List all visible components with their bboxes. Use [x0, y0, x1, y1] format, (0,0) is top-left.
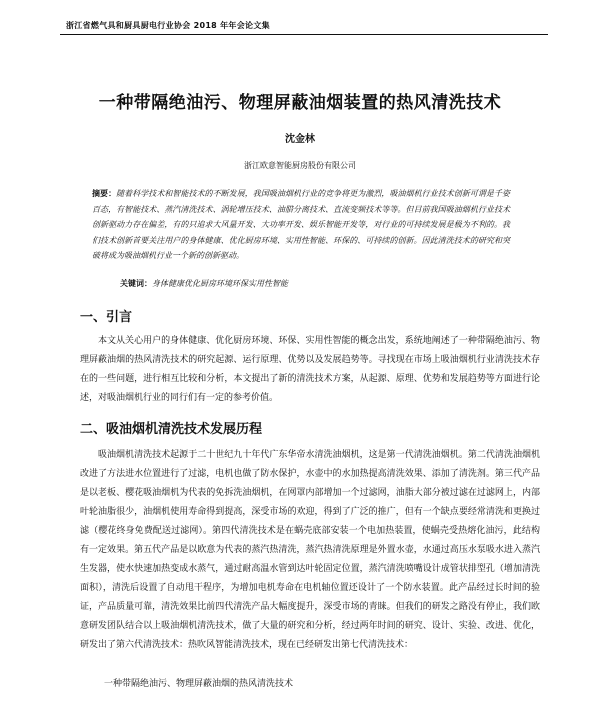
keywords	[120, 278, 288, 289]
history-paragraph: 吸油烟机清洗技术起源于二十世纪九十年代广东华帝水清洗油烟机，这是第一代清洗油烟机。第二代清洗油烟机改进了方法进水位置进行了过滤，电机也做了防水保护，水壶中的水加热提高清洗效果、添加了清洗剂。第三代产品是以老板、樱花吸油烟机为代表的免拆洗油烟机，在网罩内部增加一个过滤网，油脂大部分被过滤在过滤网上，内部叶轮油脂很少，油烟机使用寿命得到提高，深受市场的欢迎，得到了广泛的推广，但有一个缺点要经常清洗和更换过滤（樱花终身免费配送过滤网）。第四代清洗技术是在蜗壳底部安装一个电加热装置，使蜗壳受热熔化油污，此结构有一定效果。第五代产品是以欧意为代表的蒸汽热清洗，蒸汽热清洗原理是外置水壶，水通过高压水泵吸水进入蒸汽生发器，使水快速加热变成水蒸气，通过耐高温水管到达叶轮固定位置，蒸汽清洗喷嘴设计成管状排型孔（增加清洗面积），清洗后设置了自动甩干程序，为增加电机寿命在电机轴位置还设计了一个防水装置。此产品经过长时间的验证，产品质量可靠，清洗效果比前四代清洗产品大幅度提升，深受市场的青睐。但我们的研发之路没有停止，我们欧意研发团队结合以上吸油烟机清洗技术，做了大量的研究和分析，经过两年时间的研究、设计、实验、改进、优化，研发出了第六代清洗技术：热吹风智能清洗技术，现在已经研发出第七代清洗技术：	[80, 450, 540, 650]
intro-paragraph: 本文从关心用户的身体健康、优化厨房环境、环保、实用性智能的概念出发，系统地阐述了一种带隔绝油污、物理屏蔽油烟的热风清洗技术的研究起源、运行原理、优势以及发展趋势等。寻找现在市场上吸油烟机行业清洗技术存在的一些问题，进行相互比较和分析，本文提出了新的清洗技术方案，从起源、原理、优势和发展趋势等方面进行论述，对吸油烟机行业的同行们有一定的参考价值。	[80, 336, 540, 403]
keywords-text: 身体健康优化厨房环境环保实用性智能	[152, 279, 288, 288]
abstract-text: 随着科学技术和智能技术的不断发展，我国吸油烟机行业的竞争将更为激烈，吸油烟机行业技术创新可谓是千姿百态，有智能技术、蒸汽清洗技术、涡轮增压技术、油腊分离技术、直流变频技术等等。但目前我国吸油烟机行业技术创新驱动力存在偏差，有的只追求大风量开发、大功率开发、娱乐智能开发等，对行业的可持续发展是极为不利的。我们技术创新首要关注用户的身体健康、优化厨房环境、实用性智能、环保的、可持续的创新。因此清洗技术的研究和突破将成为吸油烟机行业一个新的创新驱动。	[92, 189, 511, 260]
section-heading-history: 二、吸油烟机清洗技术发展历程	[80, 422, 263, 437]
abstract-label: 摘要：	[92, 189, 117, 198]
header-rule	[60, 34, 548, 35]
section-heading-intro: 一、引言	[80, 310, 133, 325]
author-name: 沈金林	[285, 134, 315, 145]
paper-title: 一种带隔绝油污、物理屏蔽油烟装置的热风清洗技术	[98, 93, 502, 113]
history-trailing-line: 一种带隔绝油污、物理屏蔽油烟的热风清洗技术	[104, 679, 294, 689]
author-affiliation: 浙江欧意智能厨房股份有限公司	[244, 161, 356, 170]
abstract	[92, 186, 510, 264]
keywords-label: 关键词：	[120, 279, 152, 288]
running-header: 浙江省燃气具和厨具厨电行业协会 2018 年年会论文集	[66, 21, 270, 30]
